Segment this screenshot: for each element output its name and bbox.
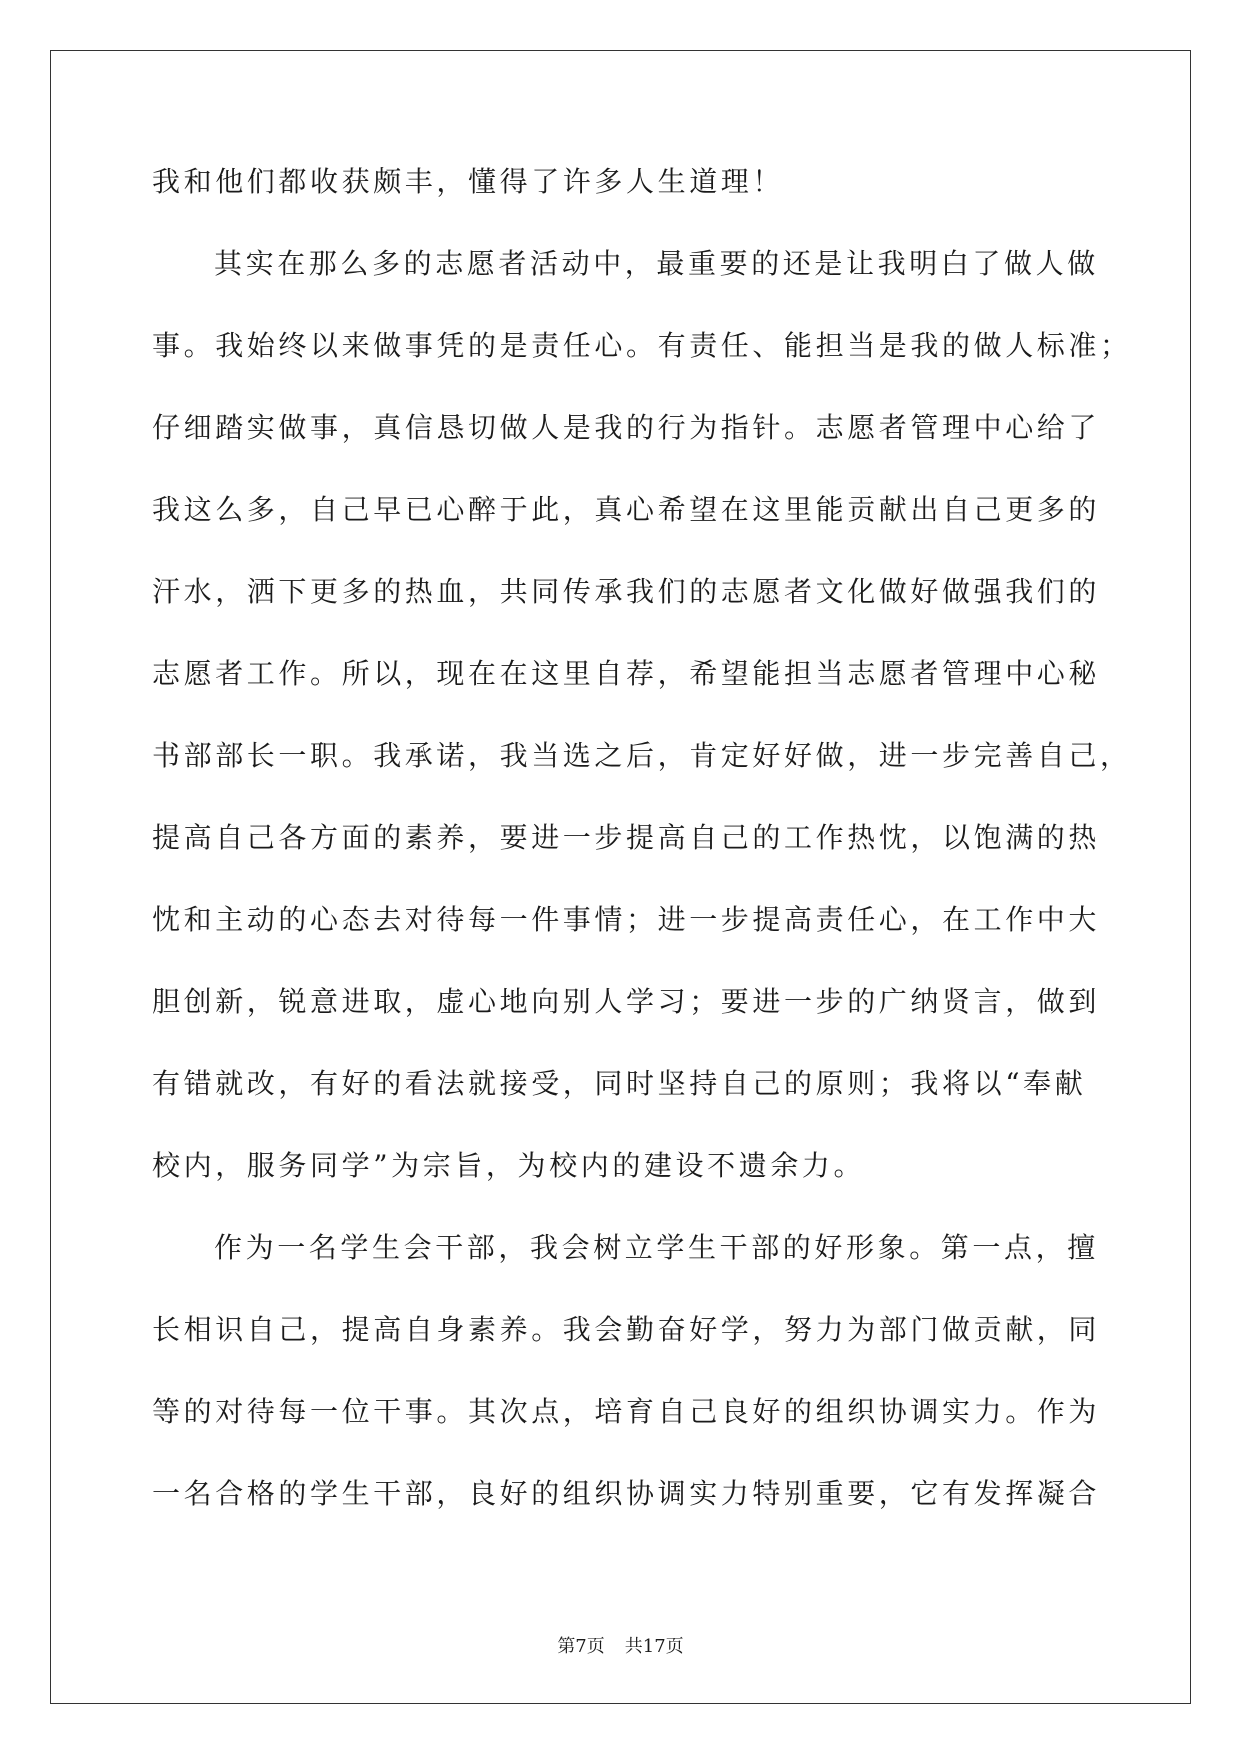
text-line: 作为一名学生会干部，我会树立学生干部的好形象。第一点，擅 bbox=[214, 1231, 1099, 1264]
text-line: 仔细踏实做事，真信恳切做人是我的行为指针。志愿者管理中心给了 bbox=[152, 411, 1101, 444]
text-line: 汗水，洒下更多的热血，共同传承我们的志愿者文化做好做强我们的 bbox=[152, 575, 1101, 608]
text-line: 志愿者工作。所以，现在在这里自荐，希望能担当志愿者管理中心秘 bbox=[152, 657, 1101, 690]
text-line: 长相识自己，提高自身素养。我会勤奋好学，努力为部门做贡献，同 bbox=[152, 1313, 1101, 1346]
text-line: 等的对待每一位干事。其次点，培育自己良好的组织协调实力。作为 bbox=[152, 1395, 1101, 1428]
text-line: 我这么多，自己早已心醉于此，真心希望在这里能贡献出自己更多的 bbox=[152, 493, 1101, 526]
text-line: 我和他们都收获颇丰，懂得了许多人生道理！ bbox=[152, 165, 785, 198]
text-line: 校内，服务同学”为宗旨，为校内的建设不遗余力。 bbox=[152, 1149, 866, 1182]
text-line: 胆创新，锐意进取，虚心地向别人学习；要进一步的广纳贤言，做到 bbox=[152, 985, 1101, 1018]
text-line: 有错就改，有好的看法就接受，同时坚持自己的原则；我将以“奉献 bbox=[152, 1067, 1087, 1100]
page-footer bbox=[0, 1632, 1241, 1658]
text-line: 事。我始终以来做事凭的是责任心。有责任、能担当是我的做人标准； bbox=[152, 329, 1132, 362]
page-total: 共17页 bbox=[624, 1636, 684, 1657]
text-line: 书部部长一职。我承诺，我当选之后，肯定好好做，进一步完善自己， bbox=[152, 739, 1132, 772]
text-line: 其实在那么多的志愿者活动中，最重要的还是让我明白了做人做 bbox=[214, 247, 1099, 280]
page-number: 第7页 bbox=[557, 1636, 605, 1657]
text-line: 忱和主动的心态去对待每一件事情；进一步提高责任心，在工作中大 bbox=[152, 903, 1101, 936]
document-body bbox=[152, 162, 1132, 1556]
text-line: 提高自己各方面的素养，要进一步提高自己的工作热忱，以饱满的热 bbox=[152, 821, 1101, 854]
text-line: 一名合格的学生干部，良好的组织协调实力特别重要，它有发挥凝合 bbox=[152, 1477, 1101, 1510]
